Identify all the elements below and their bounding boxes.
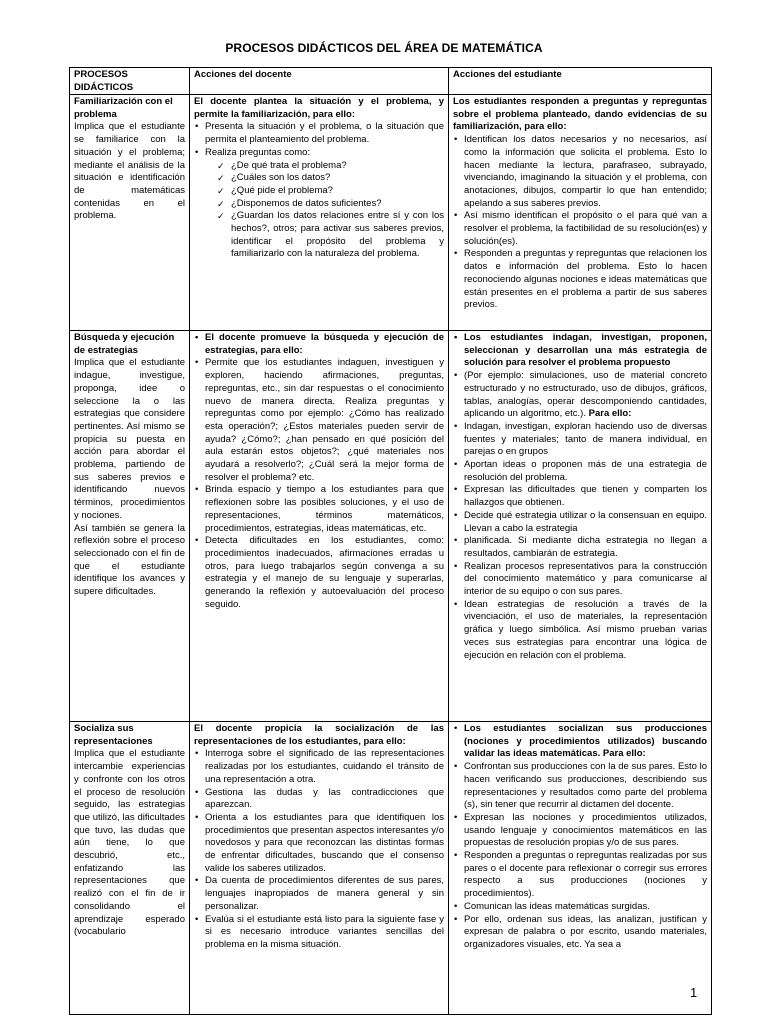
process-description: Implica que el estudiante indague, investigue, proponga, idee o seleccione la o las estrategias que considere pertinentes. Así mismo se propicia su puesta en acción para abordar el problema, partiendo de sus saberes previos e identificando nuevos términos, procedimientos y nociones. (74, 357, 185, 521)
table-row (70, 331, 712, 722)
teacher-cell (190, 331, 449, 722)
list-item: • Responden a preguntas o repreguntas realizadas por sus pares o el docente para reflexionar o corregir sus errores respecto a sus producciones (nociones y procedimientos). (464, 850, 707, 901)
process-description: Implica que el estudiante intercambie experiencias y confronte con los otros el proceso de resolución seguido, las estrategias que utilizó, las dificultades que tuvo, las dudas que aún tiene, lo que descubrió, etc., enfatizando las representaciones que realizó con el fin de ir consolidando el aprendizaje esperado (vocabulario (74, 748, 185, 938)
student-cell (449, 331, 712, 722)
teacher-intro: El docente propicia la socialización de las representaciones de los estudiantes, para ello: (194, 723, 444, 747)
list-item: • (Por ejemplo: simulaciones, uso de material concreto estructurado y no estructurado, uso de dibujos, gráficos, tablas, analogías, operar descomponiendo cantidades, aplicando un algoritmo, etc.). Para ello: (464, 370, 707, 421)
list-item: • El docente promueve la búsqueda y ejecución de estrategias, para ello: (205, 332, 444, 357)
list-item: • Los estudiantes indagan, investigan, proponen, seleccionan y desarrollan una más estrategia de solución para resolver el problema propuesto (464, 332, 707, 370)
process-cell (70, 722, 190, 1015)
process-title: Búsqueda y ejecución de estrategias (74, 332, 175, 356)
teacher-cell (190, 95, 449, 331)
list-item: • Detecta dificultades en los estudiantes, como: procedimientos inadecuados, afirmaciones erradas u otros, para luego trabajarlos según convenga a su estrategia y el manejo de su lenguaje y superarlas, generando la reflexión y autoevaluación del proceso seguido. (205, 535, 444, 611)
list-item: • Realizan procesos representativos para la construcción del conocimiento matemático y para comunicarse al interior de su equipo o con sus pares. (464, 561, 707, 599)
list-item: • Así mismo identifican el propósito o el para qué van a resolver el problema, la factibilidad de su resolución(es) y solución(es). (464, 210, 707, 248)
list-item: ✓ ¿Cuáles son los datos? (231, 172, 444, 185)
list-item: • Identifican los datos necesarios y no necesarios, así como la información que solicita el problema. Esto lo hacen mediante la lectura, parafraseo, subrayado, vivenciando, imaginando la situación y el problema, con anotaciones, dibujos, compartir lo que han entendido; apelando a sus saberes previos. (464, 134, 707, 210)
list-item: • Expresan las dificultades que tienen y comparten los hallazgos que obtienen. (464, 484, 707, 509)
list-item: • Decide qué estrategia utilizar o la consensuan en equipo. Llevan a cabo la estrategia (464, 510, 707, 535)
list-item: • Expresan las nociones y procedimientos utilizados, usando lenguaje y conocimientos matemáticos en las propuestas de resolución propias y/o de sus pares. (464, 812, 707, 850)
list-item: • Orienta a los estudiantes para que identifiquen los procedimientos que presentan aspectos interesantes y/o novedosos y para que reconozcan las distintas formas de enfrentar dificultades, buscando que el consenso valide los saberes utilizados. (205, 812, 444, 876)
list-item: • Da cuenta de procedimientos diferentes de sus pares, lenguajes inapropiados de manera general y sin personalizar. (205, 875, 444, 913)
page-number: 1 (690, 985, 698, 1000)
list-item: • Realiza preguntas como: ✓ ¿De qué trata el problema? ✓ ¿Cuáles son los datos? ✓ ¿Qué pide el problema? ✓ ¿Disponemos de datos suficientes? ✓ ¿Guardan los datos relaciones entre sí y con los hechos?, otros; para activar sus saberes previos, identificar el propósito del problema y familiarizarlo con la naturaleza del problema. (205, 147, 444, 261)
student-cell (449, 722, 712, 1015)
process-cell (70, 95, 190, 331)
list-item: • Presenta la situación y el problema, o la situación que permita el planteamiento del problema. (205, 121, 444, 146)
header-docente: Acciones del docente (190, 68, 449, 95)
list-item: • Los estudiantes socializan sus producciones (nociones y procedimientos utilizados) buscando validar las ideas matemáticas. Para ello: (464, 723, 707, 761)
list-item: • planificada. Si mediante dicha estrategia no llegan a resultados, cambiarán de estrategia. (464, 535, 707, 560)
list-item: ✓ ¿De qué trata el problema? (231, 160, 444, 173)
list-item: ✓ ¿Disponemos de datos suficientes? (231, 198, 444, 211)
list-item: • Comunican las ideas matemáticas surgidas. (464, 901, 707, 914)
list-item: • Interroga sobre el significado de las representaciones realizadas por los estudiantes, cuidando el tránsito de una representación a otra. (205, 748, 444, 786)
list-item: • Idean estrategias de resolución a través de la vivenciación, el uso de materiales, la representación gráfica y luego simbólica. Así mismo prueban varias veces sus estrategias para encontrar una lógica de ejecución en relación con el problema. (464, 599, 707, 663)
teacher-cell (190, 722, 449, 1015)
list-item: • Evalúa si el estudiante está listo para la siguiente fase y si es necesario introduce variantes sencillas del problema en la misma situación. (205, 914, 444, 952)
table-header-row (70, 68, 712, 95)
process-title: Socializa sus representaciones (74, 723, 153, 747)
list-item: ✓ ¿Qué pide el problema? (231, 185, 444, 198)
header-procesos: PROCESOS DIDÁCTICOS (70, 68, 190, 95)
process-title: Familiarización con el problema (74, 96, 173, 120)
teacher-intro: El docente plantea la situación y el problema, y permite la familiarización, para ello: (194, 96, 444, 120)
list-item: • Aportan ideas o proponen más de una estrategia de resolución del problema. (464, 459, 707, 484)
process-description: Implica que el estudiante se familiarice con la situación y el problema; mediante el análisis de la situación e identificación de matemáticas contenidas en el problema. (74, 121, 185, 222)
table-row (70, 95, 712, 331)
list-item: • Responden a preguntas y repreguntas que relacionen los datos e información del problema. Esto lo hacen reconociendo algunas nociones e ideas matemáticas que están presentes en el problema a partir de sus saberes previos. (464, 248, 707, 312)
student-cell (449, 95, 712, 331)
list-item: • Permite que los estudiantes indaguen, investiguen y exploren, haciendo afirmaciones, preguntas, repreguntas, etc., sin dar respuestas o el conocimiento nuevo de manera directa. Realiza preguntas y repreguntas como por ejemplo: ¿Cómo has realizado esta operación?; ¿Estos materiales pueden servir de ayuda? ¿Cómo?; ¿han pensado en qué posición del aula estarán estos objetos?; ¿qué materiales nos ayudará a resolverlo?; ¿Cuál será la mejor forma de resolver el problema? etc. (205, 357, 444, 484)
list-item: • Gestiona las dudas y las contradicciones que aparezcan. (205, 787, 444, 812)
process-table (69, 67, 712, 1015)
list-item: • Indagan, investigan, exploran haciendo uso de diversas fuentes y materiales; tanto de manera individual, en parejas o en grupos (464, 421, 707, 459)
list-item: • Confrontan sus producciones con la de sus pares. Esto lo hacen verificando sus producciones, describiendo sus representaciones y resultados como parte del problema (s), sin tener que recurrir al dictamen del docente. (464, 761, 707, 812)
process-cell (70, 331, 190, 722)
student-intro: Los estudiantes responden a preguntas y repreguntas sobre el problema planteado, dando evidencias de su familiarización, para ello: (453, 96, 707, 133)
header-estudiante: Acciones del estudiante (449, 68, 712, 95)
page-title: PROCESOS DIDÁCTICOS DEL ÁREA DE MATEMÁTICA (225, 41, 543, 55)
process-description: Así también se genera la reflexión sobre el proceso seleccionado con el fin de que el estudiante identifique los avances y supere dificultades. (74, 522, 185, 598)
list-item: • Por ello, ordenan sus ideas, las analizan, justifican y expresan de palabra o por escrito, usando materiales, organizadores visuales, etc. Ya sea a (464, 914, 707, 952)
list-item: • Brinda espacio y tiempo a los estudiantes para que reflexionen sobre las posibles soluciones, y el uso de representaciones, términos matemáticos, procedimientos, estrategias, ideas matemáticas, etc. (205, 484, 444, 535)
list-item: ✓ ¿Guardan los datos relaciones entre sí y con los hechos?, otros; para activar sus saberes previos, identificar el propósito del problema y familiarizarlo con la naturaleza del problema. (231, 210, 444, 261)
table-row (70, 722, 712, 1015)
